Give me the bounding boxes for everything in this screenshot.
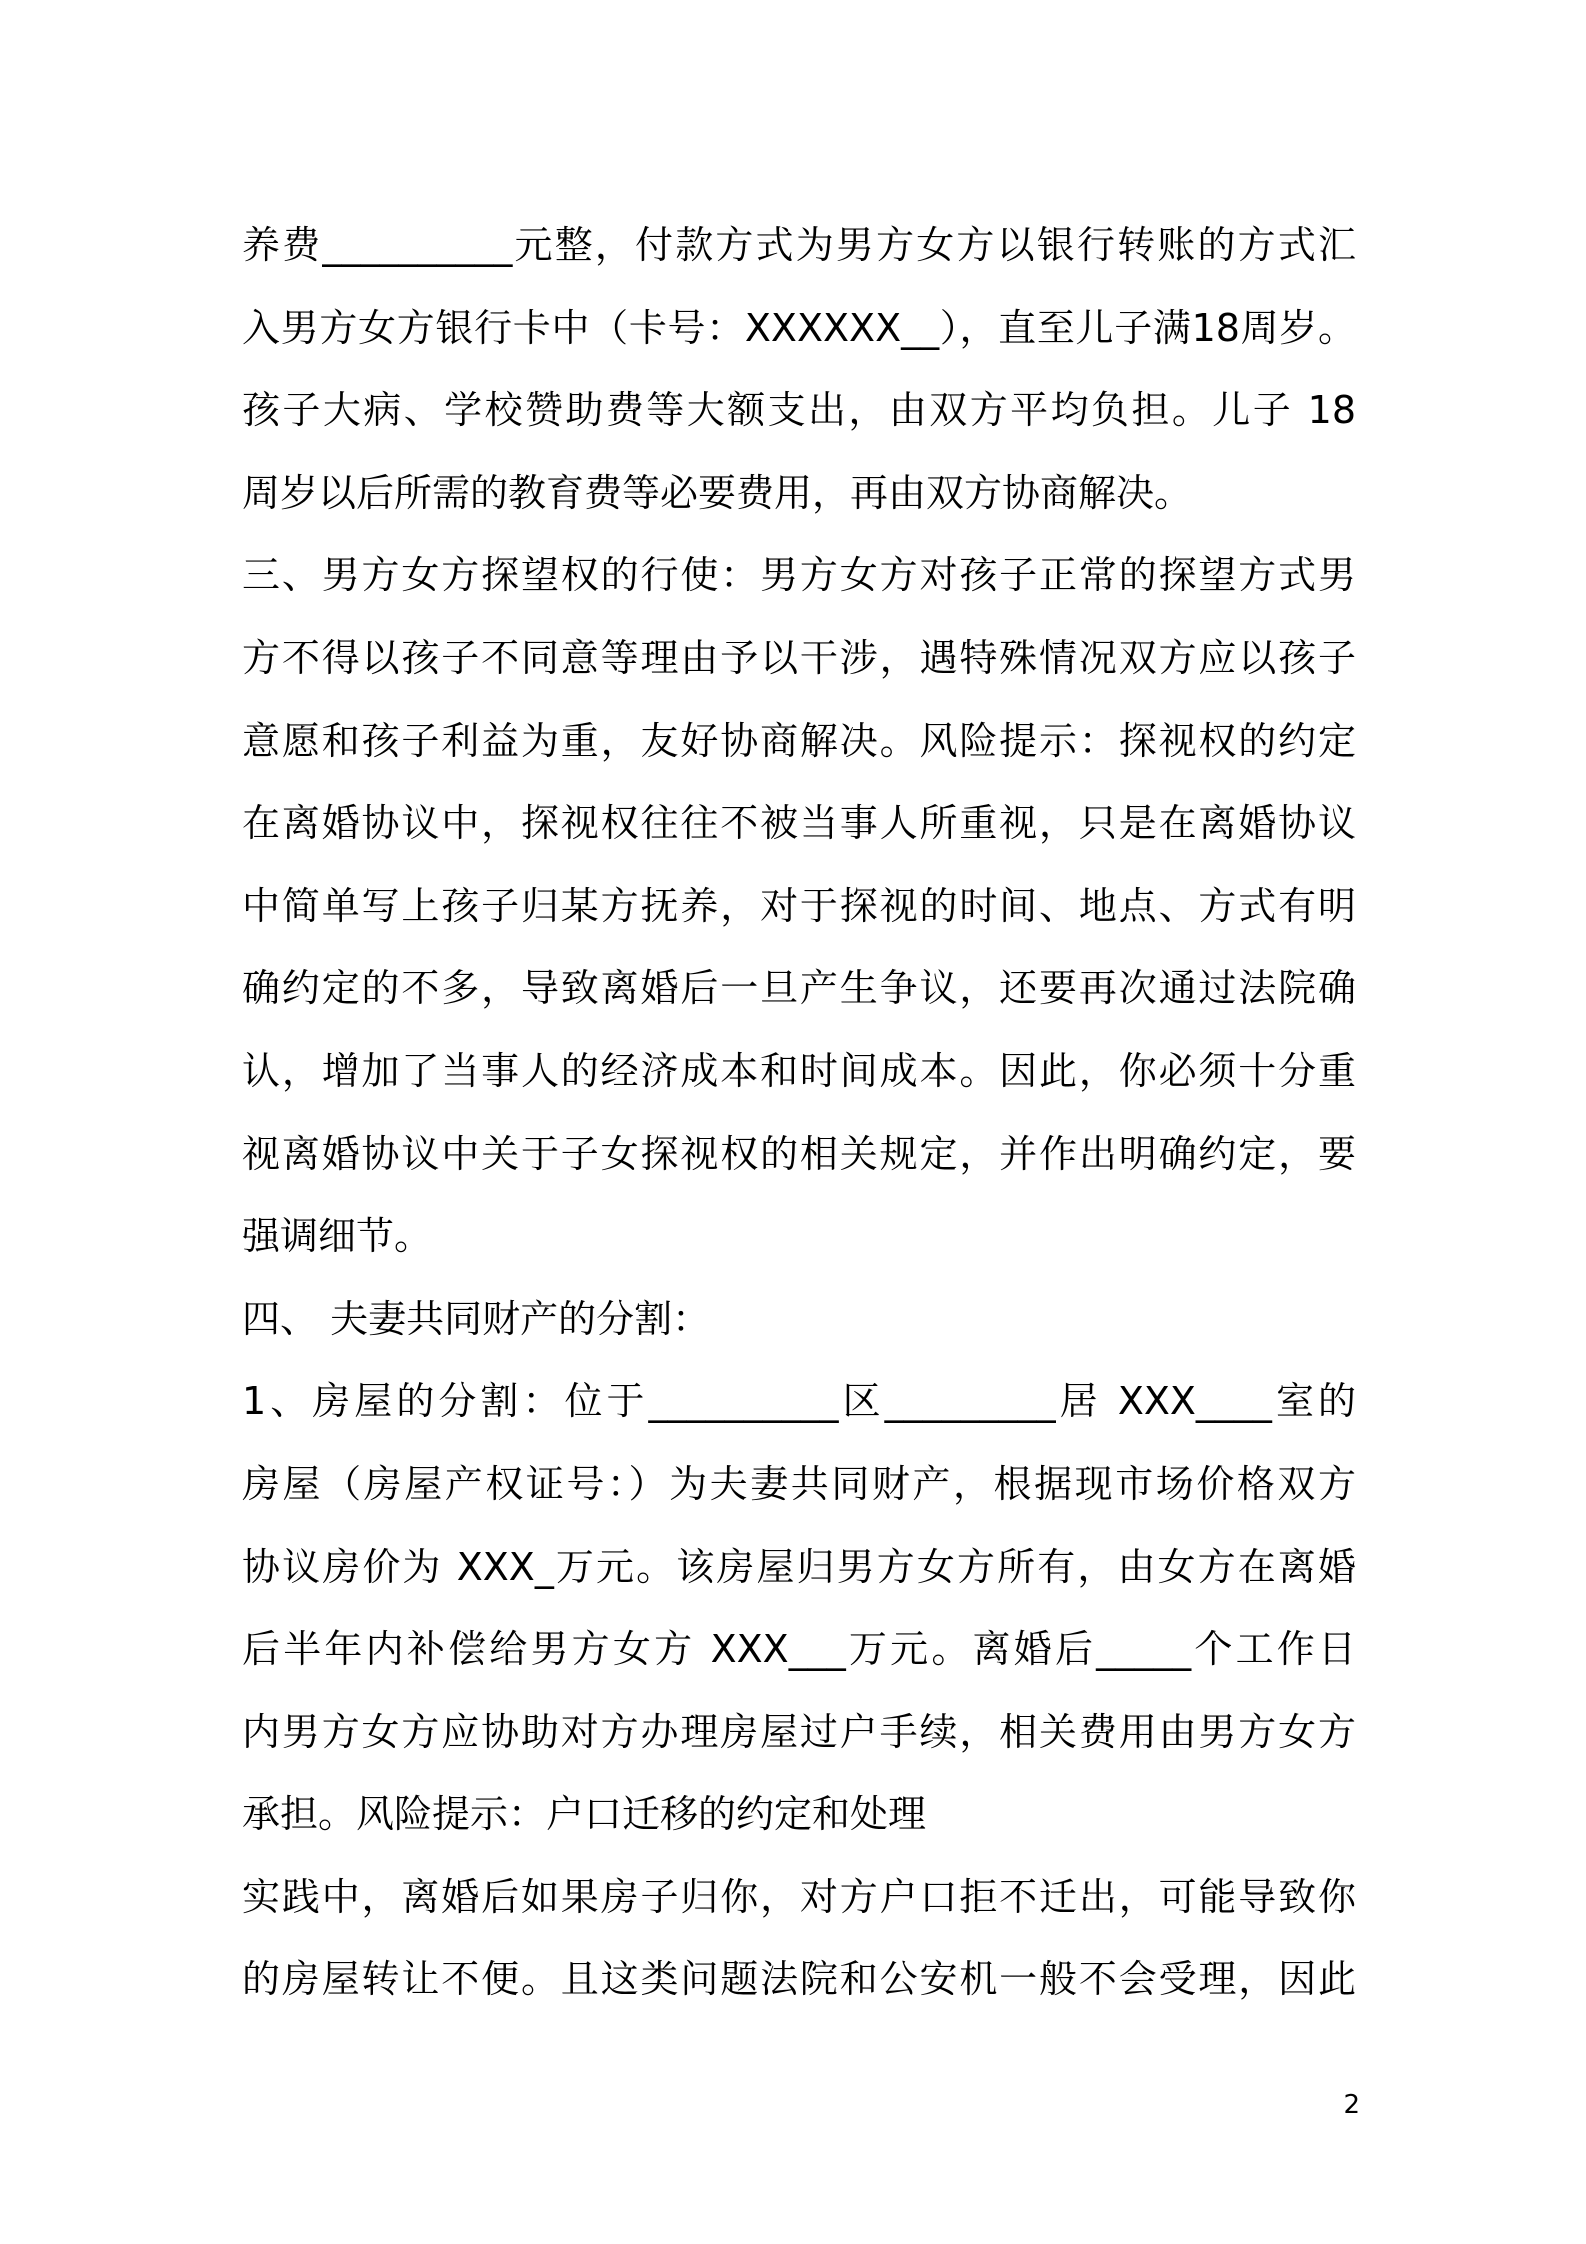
text-line: 养费__________元整，付款方式为男方女方以银行转账的方式汇: [242, 223, 1356, 267]
text-line: 意愿和孩子利益为重，友好协商解决。风险提示：探视权的约定: [242, 718, 1356, 763]
document-body: [242, 204, 1356, 2021]
text-line: 的房屋转让不便。且这类问题法院和公安机一般不会受理，因此: [242, 1957, 1356, 2002]
text-line: 承担。风险提示：户口迁移的约定和处理: [242, 1792, 927, 1837]
text-line: 协议房价为 XXX_万元。该房屋归男方女方所有，由女方在离婚: [242, 1544, 1356, 1589]
text-line: 1、房屋的分割：位于__________区_________居 XXX____室的: [242, 1379, 1356, 1424]
text-line: 房屋（房屋产权证号：）为夫妻共同财产，根据现市场价格双方: [242, 1461, 1356, 1506]
text-line: 三、男方女方探望权的行使：男方女方对孩子正常的探望方式男: [242, 553, 1356, 598]
text-line: 方不得以孩子不同意等理由予以干涉，遇特殊情况双方应以孩子: [242, 635, 1356, 680]
text-line: 视离婚协议中关于子女探视权的相关规定，并作出明确约定，要: [242, 1131, 1356, 1176]
text-line: 实践中，离婚后如果房子归你，对方户口拒不迁出，可能导致你: [242, 1874, 1356, 1919]
text-line: 认，增加了当事人的经济成本和时间成本。因此，你必须十分重: [242, 1048, 1356, 1093]
text-line: 周岁以后所需的教育费等必要费用，再由双方协商解决。: [242, 470, 1193, 515]
text-line: 四、 夫妻共同财产的分割：: [242, 1296, 711, 1341]
text-line: 后半年内补偿给男方女方 XXX___万元。离婚后_____个工作日: [242, 1627, 1356, 1672]
text-line: 入男方女方银行卡中（卡号：XXXXXX__），直至儿子满18周岁。: [242, 305, 1356, 350]
text-line: 强调细节。: [242, 1214, 433, 1259]
text-line: 内男方女方应协助对方办理房屋过户手续，相关费用由男方女方: [242, 1709, 1356, 1754]
text-line: 在离婚协议中，探视权往往不被当事人所重视，只是在离婚协议: [242, 801, 1356, 846]
text-line: 中简单写上孩子归某方抚养，对于探视的时间、地点、方式有明: [242, 883, 1356, 928]
text-line: 孩子大病、学校赞助费等大额支出，由双方平均负担。儿子 18: [242, 388, 1356, 433]
page-number: 2: [1343, 2090, 1360, 2120]
text-line: 确约定的不多，导致离婚后一旦产生争议，还要再次通过法院确: [242, 966, 1356, 1011]
